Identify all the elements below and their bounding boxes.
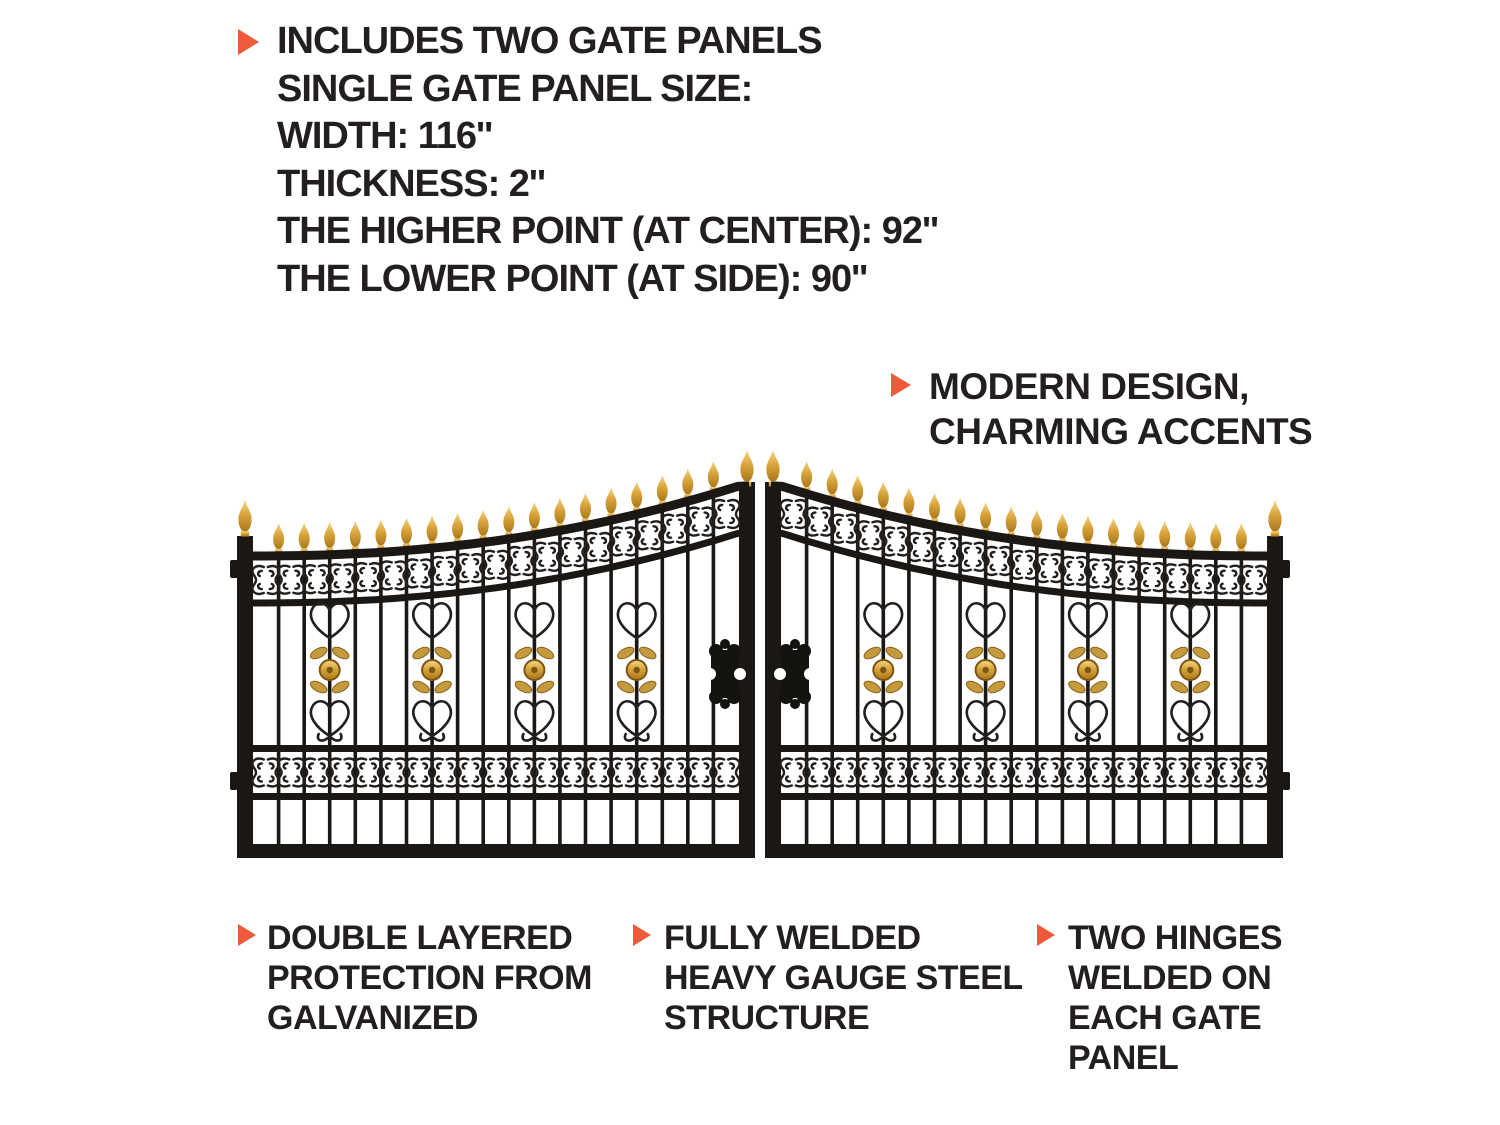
feature-callout-galvanized (267, 918, 592, 1038)
spec-callout (277, 18, 938, 303)
spec-line: WIDTH: 116'' (277, 115, 493, 157)
feature-line: WELDED ON (1068, 959, 1272, 997)
spec-line: THE HIGHER POINT (AT CENTER): 92'' (277, 210, 939, 252)
triangle-bullet-icon (238, 924, 256, 946)
feature-line: PANEL (1068, 1039, 1179, 1077)
gate-panel-right (765, 450, 1290, 858)
gate-panel-left (230, 450, 755, 858)
design-line: MODERN DESIGN, (929, 366, 1249, 407)
triangle-bullet-icon (633, 924, 651, 946)
feature-line: FULLY WELDED (664, 919, 921, 957)
feature-callout-welded (664, 918, 1023, 1038)
feature-line: EACH GATE (1068, 999, 1262, 1037)
design-callout (929, 364, 1312, 454)
feature-line: DOUBLE LAYERED (267, 919, 573, 957)
feature-line: STRUCTURE (664, 999, 870, 1037)
spec-line: THICKNESS: 2'' (277, 162, 545, 205)
feature-line: PROTECTION FROM (267, 959, 592, 997)
triangle-bullet-icon (891, 373, 911, 397)
design-line: CHARMING ACCENTS (929, 411, 1313, 452)
triangle-bullet-icon (238, 29, 259, 55)
feature-callout-hinges (1068, 918, 1282, 1078)
gate-product-image (237, 456, 1283, 860)
spec-line: THE LOWER POINT (AT SIDE): 90'' (277, 257, 868, 300)
triangle-bullet-icon (1037, 924, 1055, 946)
spec-line: INCLUDES TWO GATE PANELS (277, 20, 822, 62)
feature-line: TWO HINGES (1068, 919, 1283, 957)
feature-line: HEAVY GAUGE STEEL (664, 959, 1023, 997)
feature-line: GALVANIZED (267, 999, 478, 1037)
spec-line: SINGLE GATE PANEL SIZE: (277, 67, 753, 110)
